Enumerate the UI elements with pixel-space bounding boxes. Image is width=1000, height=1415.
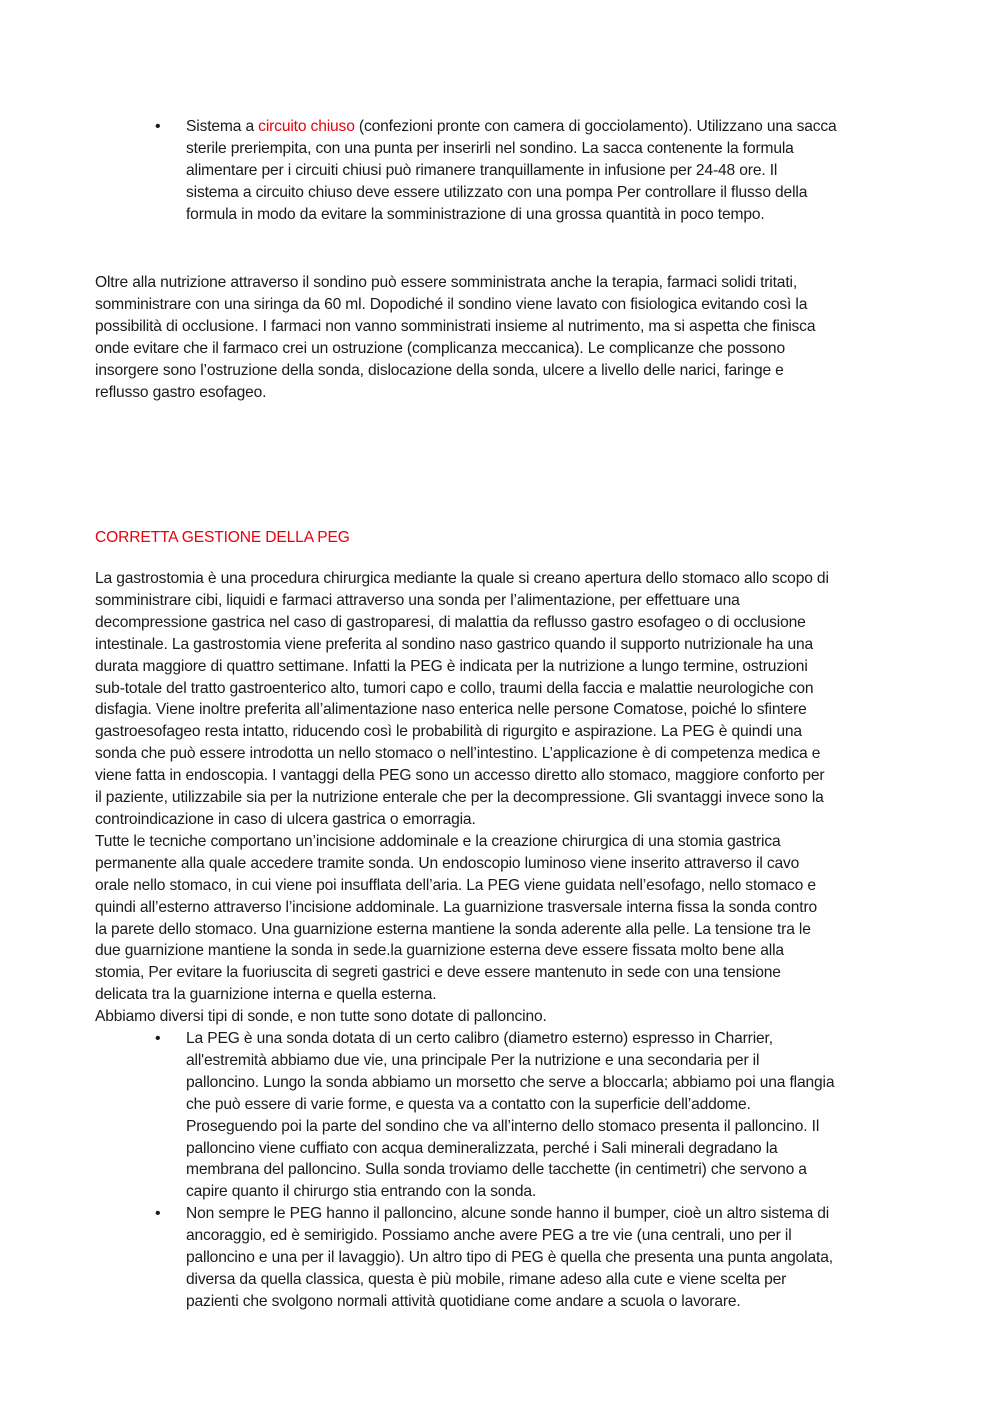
text-line: possibilità di occlusione. I farmaci non vanno somministrati insieme al nutrimento, ma si aspetta che finisca [95,317,816,335]
text-line: Abbiamo diversi tipi di sonde, e non tutte sono dotate di palloncino. [95,1008,547,1026]
bullet-item-closed-circuit [186,116,916,226]
bullet-marker: • [155,1030,161,1047]
text-line: formula in modo da evitare la somministrazione di una grossa quantità in poco tempo. [186,205,765,223]
text-line: orale nello stomaco, in cui viene poi insufflata dell’aria. La PEG viene guidata nell’esofago, nello stomaco e [95,876,816,894]
text-line: viene fatta in endoscopia. I vantaggi della PEG sono un accesso diretto allo stomaco, maggiore conforto per [95,767,825,785]
text-line: disfagia. Viene inoltre preferita all’alimentazione naso enterica nelle persone Comatose, poiché lo sfintere [95,701,807,719]
text-line: Proseguendo poi la parte del sondino che va all’interno dello stomaco presenta il palloncino. Il [186,1117,820,1135]
text-line: onde evitare che il farmaco crei un ostruzione (complicanza meccanica). Le complicanze che possono [95,339,785,357]
text-line: stomia, Per evitare la fuoriuscita di segreti gastrici e deve essere mantenuto in sede con una tensione [95,964,781,982]
text-line: intestinale. La gastrostomia viene preferita al sondino naso gastrico quando il supporto nutrizionale ha una [95,635,814,653]
text-line: palloncino. Lungo la sonda abbiamo un morsetto che serve a bloccarla; abbiamo poi una flangia [186,1073,835,1091]
text-line: insorgere sono l’ostruzione della sonda, dislocazione della sonda, ulcere a livello delle narici, faringe e [95,361,784,379]
text-line: diversa da quella classica, questa è più mobile, rimane adeso alla cute e viene scelta per [186,1270,787,1288]
section-heading: CORRETTA GESTIONE DELLA PEG [95,529,350,546]
text-line: decompressione gastrica nel caso di gastroparesi, di malattia da reflusso gastro esofageo o di occlusione [95,613,806,631]
text-line: palloncino viene cuffiato con acqua demineralizzata, perché i Sali minerali degradano la [186,1139,778,1157]
text-line: all'estremità abbiamo due vie, una principale Per la nutrizione e una secondaria per il [186,1051,760,1069]
text-line: pazienti che svolgono normali attività quotidiane come andare a scuola o lavorare. [186,1292,741,1310]
text-line: La gastrostomia è una procedura chirurgica mediante la quale si creano apertura dello stomaco allo scopo di [95,570,829,587]
text-line: sonda che può essere introdotta un nello stomaco o nell’intestino. L’applicazione è di competenza medica e [95,745,821,763]
paragraph-therapy [95,272,917,403]
text-line: controindicazione in caso di ulcera gastrica o emorragia. [95,810,476,828]
text-line: Oltre alla nutrizione attraverso il sondino può essere somministrata anche la terapia, farmaci solidi tritati, [95,274,798,291]
text-line: La PEG è una sonda dotata di un certo calibro (diametro esterno) espresso in Charrier, [186,1030,773,1047]
text-line: sistema a circuito chiuso deve essere utilizzato con una pompa Per controllare il flusso della [186,183,808,201]
text-line: permanente alla quale accedere tramite sonda. Un endoscopio luminoso viene inserito attraverso il cavo [95,854,800,872]
text-line: sub-totale del tratto gastroenterico alto, tumori capo e collo, traumi della faccia e malattie neurologiche con [95,679,814,697]
bullet-item-peg-bumper [186,1203,916,1313]
text-line: due guarnizione mantiene la sonda in sede.la guarnizione esterna deve essere fissata molto bene alla [95,942,784,960]
text-line: Tutte le tecniche comportano un’incisione addominale e la creazione chirurgica di una stomia gastrica [95,832,781,850]
text-line: Non sempre le PEG hanno il palloncino, alcune sonde hanno il bumper, cioè un altro sistema di [186,1205,830,1222]
text-line: che può essere di varie forme, e questa va a contatto con la superficie dell’addome. [186,1095,751,1113]
text-line: alimentare per i circuiti chiusi può rimanere tranquillamente in infusione per 24-48 ore. Il [186,161,778,179]
bullet-marker: • [155,1205,161,1222]
text-line: quindi all’esterno attraverso l’incisione addominale. La guarnizione trasversale interna fissa la sonda contro [95,898,818,916]
text-line: capire quanto il chirurgo stia entrando con la sonda. [186,1183,537,1201]
bullet-item-peg-balloon [186,1028,916,1203]
text-line: palloncino e una per il lavaggio). Un altro tipo di PEG è quella che presenta una punta angolata, [186,1248,833,1266]
text-line: durata maggiore di quattro settimane. Infatti la PEG è indicata per la nutrizione a lungo termine, ostruzioni [95,657,808,675]
text-line: membrana del palloncino. Sulla sonda troviamo delle tacchette (in centimetri) che servono a [186,1161,807,1179]
bullet-marker: • [155,118,161,135]
text-line: reflusso gastro esofageo. [95,383,267,401]
text-line: ancoraggio, ed è semirigido. Possiamo anche avere PEG a tre vie (una centrali, uno per il [186,1226,792,1244]
text-line: la parete dello stomaco. Una guarnizione esterna mantiene la sonda aderente alla pelle. La tensione tra le [95,920,811,938]
text-line: somministrare cibi, liquidi e farmaci attraverso una sonda per l’alimentazione, per effettuare una [95,591,740,609]
highlight-text: circuito chiuso [258,118,355,135]
text-line: il paziente, utilizzabile sia per la nutrizione enterale che per la decompressione. Gli svantaggi invece sono la [95,789,824,807]
text-line: gastroesofageo resta intatto, riducendo così le probabilità di rigurgito e aspirazione. La PEG è quindi una [95,723,802,741]
paragraph-gastrostomy [95,568,917,1028]
text-line: somministrare con una siringa da 60 ml. Dopodiché il sondino viene lavato con fisiologica evitando così la [95,295,808,313]
text-line: delicata tra la guarnizione interna e quella esterna. [95,986,437,1004]
text-line: Sistema a circuito chiuso (confezioni pronte con camera di gocciolamento). Utilizzano una sacca [186,118,837,135]
text-line: sterile preriempita, con una punta per inserirli nel sondino. La sacca contenente la formula [186,139,794,157]
